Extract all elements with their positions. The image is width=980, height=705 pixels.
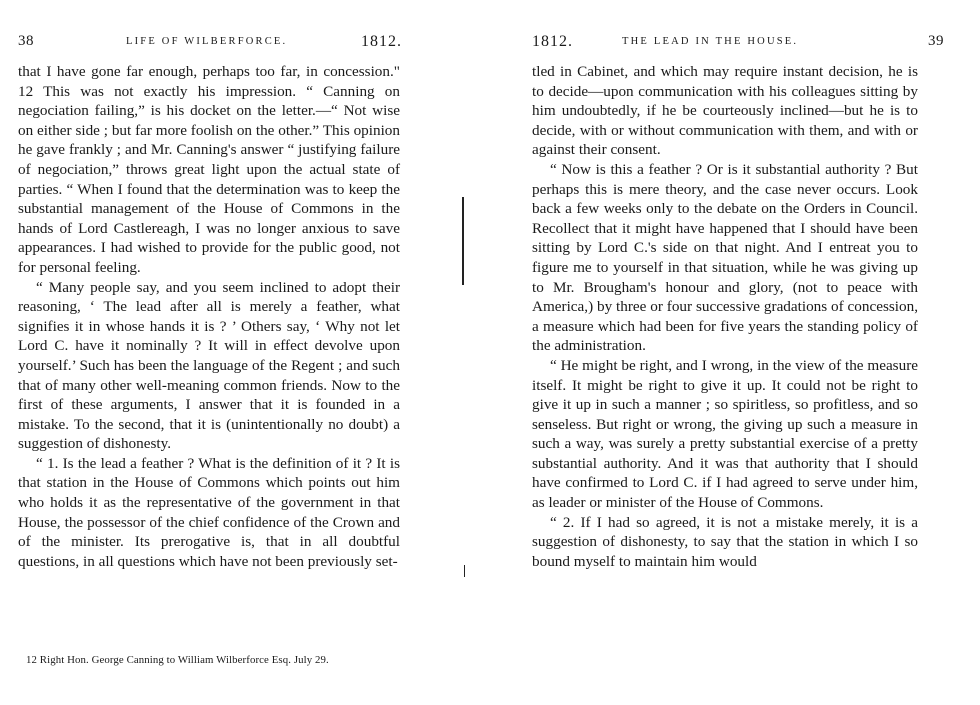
left-page-number: 38 (18, 33, 34, 49)
left-paragraph-1: that I have gone far enough, perhaps too far, in concession." 12 This was not exactly his impression. “ Canning on negociation failing,” is his docket on the letter.—“ Not wise on either side ; but far more foolish on the other.” This opinion he gave frankly ; and Mr. Canning's answer “ justifying failure of negociation,” throws great light upon the actual state of parties. “ When I found that the determination was to keep the substantial management of the House of Commons in the hands of Lord Castlereagh, I was no longer anxious to save appearances. I had wished to provide for the public good, not for personal feeling. (18, 63, 400, 276)
left-running-head (18, 33, 402, 51)
right-running-head (532, 33, 944, 51)
left-running-year: 1812. (361, 33, 402, 50)
left-running-title: LIFE OF WILBERFORCE. (126, 36, 288, 47)
left-paragraph-3: “ 1. Is the lead a feather ? What is the definition of it ? It is that station in the House of Commons which points out him who holds it as the representative of the government in that House, the possessor of the chief confidence of the Crown and of the minister. Its prerogative is, that in all doubtful questions, in all questions which have not been previously set- (18, 454, 400, 570)
right-page-number: 39 (928, 33, 944, 49)
left-footnote: 12 Right Hon. George Canning to William Wilberforce Esq. July 29. (26, 654, 329, 666)
left-body-text (18, 62, 400, 571)
right-paragraph-2: “ Now is this a feather ? Or is it substantial authority ? But perhaps this is mere theory, and the case never occurs. Look back a few weeks only to the debate on the Orders in Council. Recollect that it might have happened that I should have been sitting by Lord C.'s side on that night. And I entreat you to figure me to yourself in that situation, while he was giving up to Mr. Brougham's honour and glory, (not to peace with America,) by three or four successive gradations of concession, a measure which had been for five years the standing policy of the administration. (532, 160, 918, 355)
right-running-title: THE LEAD IN THE HOUSE. (622, 36, 799, 47)
right-running-year: 1812. (532, 33, 573, 50)
right-page (532, 0, 944, 705)
right-paragraph-3: “ He might be right, and I wrong, in the view of the measure itself. It might be right to give it up. It could not be right to give it up in such a manner ; so spiritless, so profitless, and so senseless. But right or wrong, the giving up such a measure in such a way, was surely a pretty substantial exercise of a pretty substantial authority. And it was that authority that I should have confirmed to Lord C. if I had agreed to serve under him, as leader or minister of the House of Commons. (532, 356, 918, 512)
right-paragraph-4: “ 2. If I had so agreed, it is not a mistake merely, it is a suggestion of dishonesty, to say that the station in which I so bound myself to maintain him would (532, 513, 918, 570)
left-page (18, 0, 400, 705)
left-paragraph-2: “ Many people say, and you seem inclined to adopt their reasoning, ‘ The lead after all is merely a feather, what signifies it in whose hands it is ? ’ Others say, ‘ Why not let Lord C. have it nominally ? It will in effect devolve upon yourself.’ Such has been the language of the Regent ; and such that of many other well-meaning common friends. Now to the first of these arguments, I answer that it is founded in a mistake. To the second, that it is (unintentionally no doubt) a suggestion of dishonesty. (18, 278, 400, 453)
right-body-text (532, 62, 918, 571)
gutter-rule (462, 197, 464, 285)
gutter-tick (464, 565, 465, 577)
right-paragraph-1: tled in Cabinet, and which may require instant decision, he is to decide—upon communication with his colleagues sitting by him undoubtedly, if he be courteously inclined—but he is to decide, with or without communication with them, and with or against their consent. (532, 63, 918, 159)
